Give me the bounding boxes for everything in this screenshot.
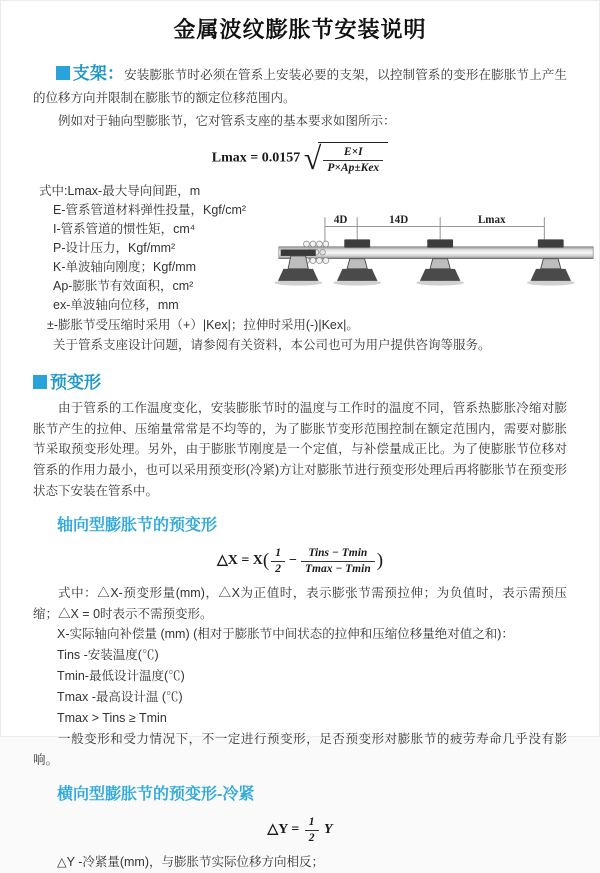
axial-formula bbox=[33, 546, 567, 576]
fraction-numerator: 1 bbox=[305, 815, 319, 830]
half-fraction bbox=[305, 815, 319, 845]
preform-header-label: 预变形 bbox=[50, 373, 101, 393]
support-intro-paragraph bbox=[33, 60, 567, 109]
fraction-denominator: Tmax − Tmin bbox=[304, 562, 371, 575]
support-intro-text: 安装膨胀节时必须在管系上安装必要的支架，以控制管系的变形在膨胀节上产生的位移方向并限制在膨胀节的额定位移范围内。 bbox=[33, 68, 567, 106]
guide-support bbox=[333, 239, 381, 285]
fraction-numerator: E×I bbox=[323, 145, 383, 160]
fraction bbox=[323, 145, 383, 175]
lateral-formula bbox=[33, 815, 567, 845]
support-example-text: 例如对于轴向型膨胀节，它对管系支座的基本要求如图所示： bbox=[58, 113, 396, 128]
pipe bbox=[279, 247, 593, 259]
definition-line: 式中:Lmax-最大导向间距，m bbox=[39, 184, 201, 199]
minus-sign: − bbox=[288, 553, 297, 569]
support-header-label: 支架： bbox=[72, 64, 125, 83]
definitions-and-diagram bbox=[33, 182, 595, 315]
dim-label-lmax: Lmax bbox=[477, 213, 506, 226]
guide-support bbox=[416, 239, 464, 285]
lateral-subsection-header: 横向型膨胀节的预变形-冷紧 bbox=[57, 786, 255, 804]
formula-lhs: △X = X bbox=[216, 553, 263, 569]
guide-support bbox=[527, 239, 575, 285]
axial-subsection-header: 轴向型膨胀节的预变形 bbox=[57, 517, 218, 535]
formula-lhs: Lmax = 0.0157 bbox=[211, 150, 301, 166]
page-title: 金属波纹膨胀节安装说明 bbox=[173, 17, 427, 42]
preform-section-header bbox=[33, 368, 567, 393]
fraction-numerator: Tins − Tmin bbox=[301, 546, 375, 561]
sqrt-expression bbox=[304, 142, 388, 175]
dim-label-4d: 4D bbox=[333, 213, 348, 226]
temp-line: Tins -安装温度(℃) bbox=[57, 648, 159, 663]
lateral-note: △Y -冷紧量(mm)，与膨胀节实际位移方向相反； bbox=[57, 855, 325, 870]
axial-explain-text: 式中：△X-预变形量(mm)，△X为正值时，表示膨张节需预拉伸；为负值时，表示需预压缩；△X = 0时表示不需预变形。 bbox=[33, 585, 567, 621]
temperature-fraction bbox=[301, 546, 375, 576]
definition-line: I-管系管道的惯性矩，cm⁴ bbox=[53, 222, 196, 237]
left-paren: ( bbox=[262, 550, 270, 572]
fraction-denominator: 2 bbox=[275, 562, 281, 575]
lmax-formula bbox=[33, 142, 567, 175]
definition-line: E-管系管道材料弹性投量，Kgf/cm² bbox=[53, 203, 247, 218]
definition-line: P-设计压力，Kgf/mm² bbox=[53, 241, 176, 256]
formula-definitions bbox=[33, 182, 246, 315]
right-paren: ) bbox=[376, 550, 384, 572]
temp-line: Tmin-最低设计温度(℃) bbox=[57, 669, 185, 684]
dimension-lines bbox=[325, 217, 544, 243]
definition-line: Ap-膨胀节有效面积，cm² bbox=[53, 279, 194, 294]
support-section-header bbox=[56, 64, 125, 83]
axial-note: 一般变形和受力情况下，不一定进行预变形，足否预变形对膨胀节的疲劳寿命几乎没有影响。 bbox=[33, 732, 567, 767]
preform-body-text: 由于管系的工作温度变化，安装膨胀节时的温度与工作时的温度不同，管系热膨胀冷缩对膨胀节产生的拉伸、压缩量常常是不均等的，为了膨胀节变形范围控制在额定范围内，需要对膨胀节采取预变形处理。另外，由于膨胀节刚度是一个定值，与补偿量成正比。为了使膨胀节位移对管系的作用力最小，也可以采用预变形(冷紧)方让对膨胀节进行预变形处理后再将膨胀节在预变形状态下安装在管系中。 bbox=[33, 401, 567, 498]
half-fraction bbox=[271, 546, 285, 576]
blue-square-icon bbox=[33, 375, 47, 389]
pm-note: ±-膨胀节受压缩时采用（+）|Kex|；拉伸时采用(-)|Kex|。 bbox=[47, 318, 359, 333]
sqrt-radical-sign: √ bbox=[303, 140, 322, 177]
anchor-support bbox=[274, 250, 322, 286]
fraction-denominator: 2 bbox=[308, 831, 315, 844]
formula-rhs: Y bbox=[324, 822, 333, 838]
definition-line: K-单波轴向刚度；Kgf/mm bbox=[53, 260, 197, 275]
pipe-support-diagram bbox=[277, 208, 595, 303]
service-note: 关于管系支座设计问题，请参阅有关资料，本公司也可为用户提供咨询等服务。 bbox=[53, 338, 491, 353]
dim-label-14d: 14D bbox=[389, 213, 409, 226]
temp-line: Tmax > Tins ≥ Tmin bbox=[57, 711, 167, 726]
x-definition: X-实际轴向补偿量 (mm) (相对于膨胀节中间状态的拉伸和压缩位移量绝对值之和)： bbox=[57, 627, 514, 642]
temp-line: Tmax -最高设计温 (℃) bbox=[57, 690, 183, 705]
fraction-denominator: P×Ap±Kex bbox=[327, 161, 380, 174]
fraction-numerator: 1 bbox=[271, 546, 285, 561]
definition-line: ex-单波轴向位移，mm bbox=[53, 298, 179, 313]
formula-lhs: △Y = bbox=[267, 822, 300, 838]
blue-square-icon bbox=[56, 66, 70, 80]
